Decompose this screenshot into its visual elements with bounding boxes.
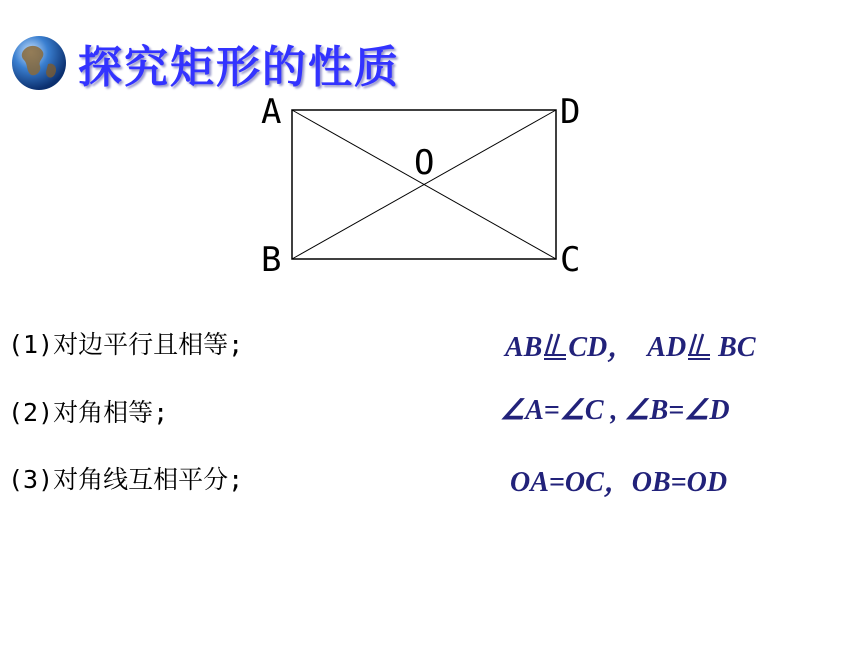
- formula-bc: BC: [718, 332, 756, 363]
- vertex-b-label: B: [261, 240, 282, 280]
- property-2-label: (2)对角相等;: [8, 398, 169, 427]
- rectangle-diagram: [0, 0, 860, 300]
- vertex-d-label: D: [560, 92, 581, 132]
- property-2-formula: ∠A=∠C , ∠B=∠D: [500, 395, 730, 426]
- parallel-equal-icon: [686, 332, 712, 360]
- page-title: 探究矩形的性质: [78, 42, 400, 93]
- formula-ab: AB: [505, 332, 543, 363]
- center-o-label: O: [414, 143, 435, 183]
- property-3-formula: OA=OC，OB=OD: [510, 467, 728, 498]
- property-3-label: (3)对角线互相平分;: [8, 465, 244, 494]
- formula-ad: AD: [647, 332, 687, 363]
- formula-cd: CD，: [568, 332, 636, 363]
- vertex-a-label: A: [261, 92, 282, 132]
- parallel-equal-icon: [542, 332, 568, 360]
- property-1-label: (1)对边平行且相等;: [8, 330, 244, 359]
- vertex-c-label: C: [560, 240, 581, 280]
- property-1-formula: [505, 325, 756, 365]
